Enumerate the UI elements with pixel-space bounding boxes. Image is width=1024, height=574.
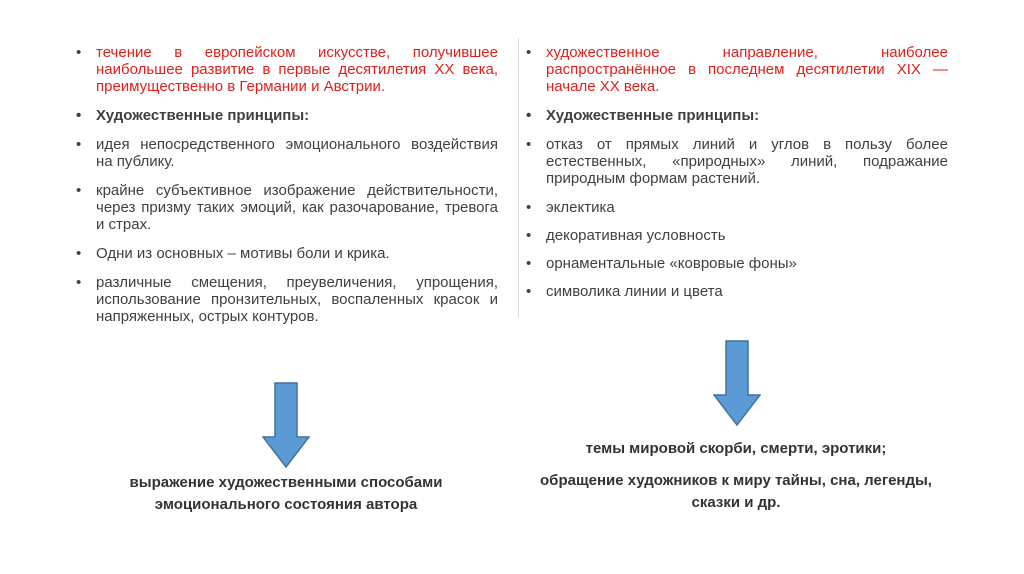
right-principles-heading: • Художественные принципы: [524, 107, 948, 124]
right-conclusion-mystery: обращение художников к миру тайны, сна, легенды, сказки и др. [540, 472, 932, 511]
left-list-item: • крайне субъективное изображение действительности, через призму таких эмоций, как разочарование, тревога и страх. [74, 182, 498, 233]
column-divider [518, 38, 519, 318]
left-conclusion: выражение художественными способами эмоционального состояния автора [129, 474, 443, 513]
right-conclusion-themes: темы мировой скорби, смерти, эротики; [585, 440, 887, 457]
right-bullet-list [524, 44, 948, 300]
down-arrow-icon [713, 340, 761, 426]
left-principles-heading: • Художественные принципы: [74, 107, 498, 124]
right-list-item: • орнаментальные «ковровые фоны» [524, 255, 948, 272]
right-column [524, 44, 948, 311]
left-column [74, 44, 498, 337]
right-definition: • художественное направление, наиболее распространённое в последнем десятилетии XIX — начале XX века. [524, 44, 948, 95]
right-list-item: • отказ от прямых линий и углов в пользу более естественных, «природных» линий, подражание природным формам растений. [524, 136, 948, 187]
left-list-item: • различные смещения, преувеличения, упрощения, использование пронзительных, воспаленных красок и напряженных, острых контуров. [74, 274, 498, 325]
right-list-item: • эклектика [524, 199, 948, 216]
left-list-item: • Одни из основных – мотивы боли и крика. [74, 245, 498, 262]
left-definition: • течение в европейском искусстве, получившее наибольшее развитие в первые десятилетия XX века, преимущественно в Германии и Австрии. [74, 44, 498, 95]
down-arrow-icon [262, 382, 310, 468]
left-bullet-list [74, 44, 498, 325]
right-list-item: • декоративная условность [524, 227, 948, 244]
left-list-item: • идея непосредственного эмоционального воздействия на публику. [74, 136, 498, 170]
right-list-item: • символика линии и цвета [524, 283, 948, 300]
